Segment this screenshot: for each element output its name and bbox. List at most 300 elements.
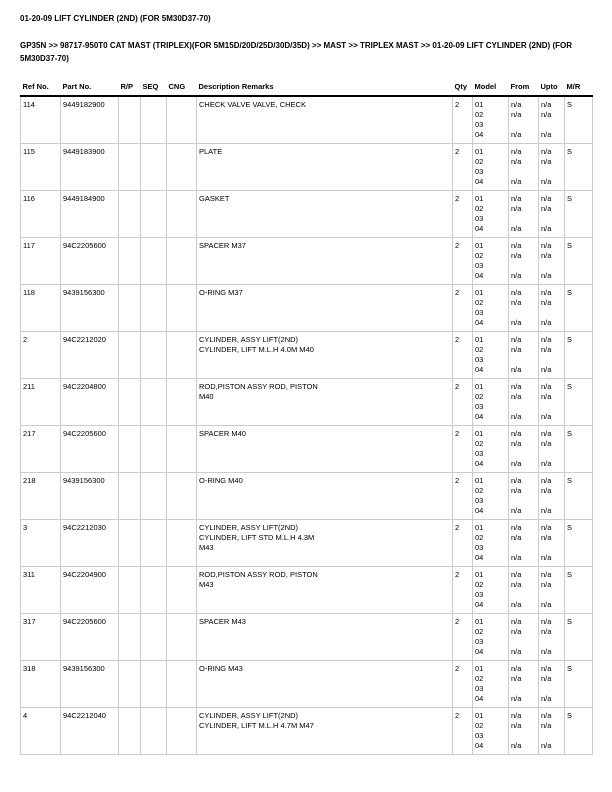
cell-upto-line: n/a xyxy=(541,392,552,401)
cell-description-line: CHECK VALVE VALVE, CHECK xyxy=(199,100,306,109)
cell-from-line xyxy=(511,590,536,600)
cell-cng xyxy=(167,285,197,332)
cell-upto-line xyxy=(541,496,562,506)
cell-upto-line: n/a xyxy=(541,157,552,166)
table-row xyxy=(21,708,593,755)
cell-rp xyxy=(119,238,141,285)
cell-cng xyxy=(167,96,197,144)
cell-part-no: 94C2212040 xyxy=(61,708,119,755)
cell-rp xyxy=(119,332,141,379)
cell-model-line: 04 xyxy=(475,318,484,327)
cell-model-line: 03 xyxy=(475,684,484,693)
cell-description xyxy=(197,708,453,755)
cell-model-line: 02 xyxy=(475,298,484,307)
cell-cng xyxy=(167,238,197,285)
cell-part-no: 9449183900 xyxy=(61,144,119,191)
cell-model xyxy=(473,144,509,191)
cell-from xyxy=(509,614,539,661)
cell-model-line: 04 xyxy=(475,506,484,515)
cell-model-line: 02 xyxy=(475,392,484,401)
cell-from-line: n/a xyxy=(511,100,522,109)
cell-from-line: n/a xyxy=(511,486,522,495)
cell-mr: S xyxy=(565,191,593,238)
cell-from-line: n/a xyxy=(511,241,522,250)
cell-from-line xyxy=(511,496,536,506)
cell-upto xyxy=(539,238,565,285)
cell-from-line: n/a xyxy=(511,476,522,485)
cell-rp xyxy=(119,285,141,332)
cell-from-line: n/a xyxy=(511,741,522,750)
cell-model-line: 01 xyxy=(475,476,484,485)
cell-from-line: n/a xyxy=(511,627,522,636)
cell-upto-line xyxy=(541,402,562,412)
cell-upto xyxy=(539,614,565,661)
cell-model-line: 03 xyxy=(475,355,484,364)
cell-from xyxy=(509,285,539,332)
cell-seq xyxy=(141,96,167,144)
cell-model-line: 03 xyxy=(475,120,484,129)
cell-description-line: ROD,PISTON ASSY ROD, PISTON xyxy=(199,382,318,391)
cell-mr: S xyxy=(565,238,593,285)
cell-from xyxy=(509,520,539,567)
cell-mr: S xyxy=(565,614,593,661)
table-row xyxy=(21,614,593,661)
cell-upto xyxy=(539,144,565,191)
cell-description-line: CYLINDER, LIFT M.L.H 4.0M M40 xyxy=(199,345,314,354)
cell-from-line xyxy=(511,308,536,318)
cell-upto-line: n/a xyxy=(541,533,552,542)
cell-upto-line: n/a xyxy=(541,318,552,327)
table-row xyxy=(21,285,593,332)
cell-from-line: n/a xyxy=(511,345,522,354)
cell-from xyxy=(509,567,539,614)
cell-seq xyxy=(141,332,167,379)
cell-ref-no: 2 xyxy=(21,332,61,379)
cell-upto-line: n/a xyxy=(541,130,552,139)
cell-description-line: CYLINDER, ASSY LIFT(2ND) xyxy=(199,711,299,720)
cell-seq xyxy=(141,520,167,567)
cell-model-line: 04 xyxy=(475,647,484,656)
cell-part-no: 9439156300 xyxy=(61,473,119,520)
cell-part-no: 94C2212030 xyxy=(61,520,119,567)
cell-upto-line: n/a xyxy=(541,345,552,354)
cell-rp xyxy=(119,191,141,238)
cell-upto-line: n/a xyxy=(541,627,552,636)
cell-upto-line: n/a xyxy=(541,486,552,495)
cell-upto xyxy=(539,96,565,144)
cell-description-line: O-RING M40 xyxy=(199,476,243,485)
cell-ref-no: 211 xyxy=(21,379,61,426)
cell-upto-line: n/a xyxy=(541,251,552,260)
cell-model-line: 03 xyxy=(475,496,484,505)
cell-upto xyxy=(539,285,565,332)
cell-description-line: GASKET xyxy=(199,194,230,203)
cell-description xyxy=(197,520,453,567)
cell-ref-no: 4 xyxy=(21,708,61,755)
cell-upto-line: n/a xyxy=(541,476,552,485)
cell-upto-line: n/a xyxy=(541,365,552,374)
cell-ref-no: 311 xyxy=(21,567,61,614)
cell-description-line: SPACER M37 xyxy=(199,241,246,250)
cell-from-line: n/a xyxy=(511,553,522,562)
cell-model-line: 01 xyxy=(475,147,484,156)
cell-from xyxy=(509,708,539,755)
cell-from xyxy=(509,473,539,520)
cell-upto-line: n/a xyxy=(541,298,552,307)
cell-model-line: 04 xyxy=(475,600,484,609)
cell-seq xyxy=(141,144,167,191)
cell-upto-line xyxy=(541,637,562,647)
cell-description-line: CYLINDER, LIFT M.L.H 4.7M M47 xyxy=(199,721,314,730)
cell-upto-line: n/a xyxy=(541,224,552,233)
cell-from-line xyxy=(511,731,536,741)
cell-model-line: 04 xyxy=(475,271,484,280)
cell-upto xyxy=(539,520,565,567)
cell-mr: S xyxy=(565,144,593,191)
cell-part-no: 94C2204800 xyxy=(61,379,119,426)
cell-model xyxy=(473,332,509,379)
cell-ref-no: 116 xyxy=(21,191,61,238)
cell-qty: 2 xyxy=(453,708,473,755)
table-row xyxy=(21,426,593,473)
table-row xyxy=(21,191,593,238)
cell-from-line: n/a xyxy=(511,224,522,233)
cell-model-line: 04 xyxy=(475,741,484,750)
column-header-model: Model xyxy=(473,79,509,96)
cell-model-line: 01 xyxy=(475,335,484,344)
cell-mr: S xyxy=(565,520,593,567)
cell-from-line: n/a xyxy=(511,647,522,656)
cell-from xyxy=(509,379,539,426)
cell-from-line: n/a xyxy=(511,439,522,448)
cell-cng xyxy=(167,473,197,520)
cell-model-line: 01 xyxy=(475,100,484,109)
cell-qty: 2 xyxy=(453,379,473,426)
cell-seq xyxy=(141,191,167,238)
cell-description-line: CYLINDER, ASSY LIFT(2ND) xyxy=(199,523,299,532)
cell-model-line: 03 xyxy=(475,543,484,552)
cell-from-line: n/a xyxy=(511,694,522,703)
cell-model xyxy=(473,379,509,426)
table-row xyxy=(21,520,593,567)
cell-cng xyxy=(167,379,197,426)
cell-seq xyxy=(141,614,167,661)
cell-qty: 2 xyxy=(453,520,473,567)
cell-qty: 2 xyxy=(453,426,473,473)
cell-description-line: M40 xyxy=(199,392,214,401)
cell-description-line: M43 xyxy=(199,543,214,552)
cell-rp xyxy=(119,379,141,426)
cell-description-line: CYLINDER, ASSY LIFT(2ND) xyxy=(199,335,299,344)
cell-from-line: n/a xyxy=(511,365,522,374)
cell-qty: 2 xyxy=(453,191,473,238)
cell-qty: 2 xyxy=(453,238,473,285)
cell-upto-line xyxy=(541,167,562,177)
cell-model-line: 03 xyxy=(475,402,484,411)
cell-model-line: 02 xyxy=(475,533,484,542)
cell-model-line: 02 xyxy=(475,110,484,119)
cell-seq xyxy=(141,473,167,520)
cell-upto-line: n/a xyxy=(541,241,552,250)
cell-ref-no: 317 xyxy=(21,614,61,661)
cell-upto-line: n/a xyxy=(541,647,552,656)
cell-from-line: n/a xyxy=(511,382,522,391)
cell-model-line: 02 xyxy=(475,204,484,213)
cell-from-line: n/a xyxy=(511,533,522,542)
cell-model-line: 03 xyxy=(475,261,484,270)
cell-rp xyxy=(119,520,141,567)
table-header-row xyxy=(21,79,593,96)
cell-from-line xyxy=(511,543,536,553)
cell-upto-line: n/a xyxy=(541,459,552,468)
cell-upto-line xyxy=(541,590,562,600)
cell-upto-line xyxy=(541,308,562,318)
cell-upto-line: n/a xyxy=(541,429,552,438)
cell-from-line: n/a xyxy=(511,412,522,421)
cell-model xyxy=(473,614,509,661)
cell-rp xyxy=(119,426,141,473)
cell-from xyxy=(509,661,539,708)
cell-from-line: n/a xyxy=(511,392,522,401)
cell-from-line: n/a xyxy=(511,177,522,186)
table-row xyxy=(21,332,593,379)
cell-model-line: 02 xyxy=(475,627,484,636)
cell-model-line: 03 xyxy=(475,590,484,599)
cell-rp xyxy=(119,708,141,755)
cell-upto-line: n/a xyxy=(541,439,552,448)
cell-qty: 2 xyxy=(453,96,473,144)
cell-model-line: 01 xyxy=(475,711,484,720)
cell-from-line xyxy=(511,355,536,365)
cell-cng xyxy=(167,426,197,473)
cell-description xyxy=(197,614,453,661)
cell-description-line: PLATE xyxy=(199,147,223,156)
cell-ref-no: 117 xyxy=(21,238,61,285)
cell-upto-line xyxy=(541,684,562,694)
cell-upto-line: n/a xyxy=(541,506,552,515)
cell-upto-line: n/a xyxy=(541,288,552,297)
cell-ref-no: 3 xyxy=(21,520,61,567)
cell-seq xyxy=(141,238,167,285)
cell-from-line: n/a xyxy=(511,271,522,280)
cell-from xyxy=(509,332,539,379)
cell-rp xyxy=(119,661,141,708)
cell-qty: 2 xyxy=(453,661,473,708)
cell-upto-line: n/a xyxy=(541,553,552,562)
column-header-upto: Upto xyxy=(539,79,565,96)
cell-upto-line: n/a xyxy=(541,721,552,730)
cell-from-line: n/a xyxy=(511,157,522,166)
cell-model-line: 04 xyxy=(475,412,484,421)
cell-rp xyxy=(119,567,141,614)
cell-description xyxy=(197,96,453,144)
cell-from-line: n/a xyxy=(511,664,522,673)
table-row xyxy=(21,96,593,144)
page-title: 01-20-09 LIFT CYLINDER (2ND) (FOR 5M30D37-70) xyxy=(20,14,211,23)
cell-model-line: 04 xyxy=(475,130,484,139)
cell-from-line: n/a xyxy=(511,110,522,119)
cell-model-line: 01 xyxy=(475,429,484,438)
cell-cng xyxy=(167,661,197,708)
table-row xyxy=(21,379,593,426)
cell-model-line: 01 xyxy=(475,523,484,532)
cell-description xyxy=(197,379,453,426)
cell-ref-no: 114 xyxy=(21,96,61,144)
cell-rp xyxy=(119,473,141,520)
cell-model-line: 02 xyxy=(475,439,484,448)
cell-from-line xyxy=(511,637,536,647)
cell-upto-line: n/a xyxy=(541,110,552,119)
column-header-from: From xyxy=(509,79,539,96)
cell-model-line: 01 xyxy=(475,617,484,626)
cell-upto-line: n/a xyxy=(541,674,552,683)
cell-cng xyxy=(167,567,197,614)
cell-model xyxy=(473,238,509,285)
cell-qty: 2 xyxy=(453,285,473,332)
cell-upto xyxy=(539,379,565,426)
cell-model-line: 02 xyxy=(475,345,484,354)
cell-cng xyxy=(167,614,197,661)
cell-upto-line: n/a xyxy=(541,194,552,203)
cell-cng xyxy=(167,332,197,379)
cell-seq xyxy=(141,661,167,708)
cell-description-line: SPACER M43 xyxy=(199,617,246,626)
cell-model-line: 02 xyxy=(475,721,484,730)
cell-seq xyxy=(141,379,167,426)
cell-model-line: 04 xyxy=(475,553,484,562)
cell-part-no: 94C2205600 xyxy=(61,614,119,661)
cell-upto xyxy=(539,708,565,755)
cell-mr: S xyxy=(565,708,593,755)
parts-table xyxy=(20,79,593,755)
cell-description-line: ROD,PISTON ASSY ROD, PISTON xyxy=(199,570,318,579)
cell-upto xyxy=(539,661,565,708)
cell-cng xyxy=(167,708,197,755)
column-header-ref-no: Ref No. xyxy=(21,79,61,96)
cell-from xyxy=(509,191,539,238)
cell-model-line: 01 xyxy=(475,570,484,579)
cell-model xyxy=(473,96,509,144)
cell-mr: S xyxy=(565,285,593,332)
cell-from-line: n/a xyxy=(511,130,522,139)
column-header-description: Description Remarks xyxy=(197,79,453,96)
cell-model xyxy=(473,473,509,520)
cell-model-line: 03 xyxy=(475,731,484,740)
cell-part-no: 9439156300 xyxy=(61,661,119,708)
cell-from-line: n/a xyxy=(511,288,522,297)
cell-upto-line: n/a xyxy=(541,580,552,589)
cell-from xyxy=(509,96,539,144)
cell-model-line: 03 xyxy=(475,167,484,176)
cell-mr: S xyxy=(565,473,593,520)
cell-qty: 2 xyxy=(453,144,473,191)
cell-ref-no: 217 xyxy=(21,426,61,473)
cell-from-line: n/a xyxy=(511,617,522,626)
cell-description xyxy=(197,426,453,473)
cell-mr: S xyxy=(565,96,593,144)
cell-seq xyxy=(141,285,167,332)
cell-upto xyxy=(539,567,565,614)
cell-upto-line xyxy=(541,449,562,459)
cell-model-line: 04 xyxy=(475,365,484,374)
cell-model-line: 03 xyxy=(475,449,484,458)
cell-mr: S xyxy=(565,661,593,708)
cell-part-no: 9439156300 xyxy=(61,285,119,332)
cell-mr: S xyxy=(565,332,593,379)
cell-from-line: n/a xyxy=(511,204,522,213)
cell-upto-line: n/a xyxy=(541,412,552,421)
cell-mr: S xyxy=(565,426,593,473)
cell-mr: S xyxy=(565,379,593,426)
cell-model xyxy=(473,285,509,332)
cell-upto xyxy=(539,473,565,520)
cell-model-line: 03 xyxy=(475,214,484,223)
cell-from-line: n/a xyxy=(511,251,522,260)
cell-model-line: 01 xyxy=(475,382,484,391)
cell-upto-line xyxy=(541,731,562,741)
cell-model-line: 01 xyxy=(475,194,484,203)
cell-from-line xyxy=(511,261,536,271)
cell-model-line: 01 xyxy=(475,288,484,297)
cell-description xyxy=(197,238,453,285)
cell-model xyxy=(473,426,509,473)
cell-model-line: 04 xyxy=(475,694,484,703)
cell-qty: 2 xyxy=(453,473,473,520)
cell-part-no: 94C2212020 xyxy=(61,332,119,379)
cell-part-no: 9449184900 xyxy=(61,191,119,238)
cell-description-line: SPACER M40 xyxy=(199,429,246,438)
cell-ref-no: 118 xyxy=(21,285,61,332)
cell-part-no: 94C2205600 xyxy=(61,426,119,473)
table-row xyxy=(21,144,593,191)
cell-from-line xyxy=(511,684,536,694)
cell-mr: S xyxy=(565,567,593,614)
cell-upto-line: n/a xyxy=(541,177,552,186)
column-header-mr: M/R xyxy=(565,79,593,96)
cell-ref-no: 115 xyxy=(21,144,61,191)
cell-upto-line: n/a xyxy=(541,100,552,109)
table-body xyxy=(21,96,593,755)
cell-rp xyxy=(119,144,141,191)
cell-part-no: 9449182900 xyxy=(61,96,119,144)
cell-qty: 2 xyxy=(453,332,473,379)
table-row xyxy=(21,473,593,520)
cell-upto-line: n/a xyxy=(541,570,552,579)
cell-model xyxy=(473,661,509,708)
cell-model-line: 04 xyxy=(475,177,484,186)
cell-upto-line: n/a xyxy=(541,664,552,673)
cell-upto-line: n/a xyxy=(541,711,552,720)
cell-model-line: 02 xyxy=(475,674,484,683)
cell-model-line: 02 xyxy=(475,157,484,166)
cell-upto xyxy=(539,332,565,379)
cell-seq xyxy=(141,426,167,473)
cell-description xyxy=(197,191,453,238)
cell-model xyxy=(473,708,509,755)
cell-from-line: n/a xyxy=(511,147,522,156)
cell-description xyxy=(197,285,453,332)
cell-from-line xyxy=(511,120,536,130)
cell-from-line: n/a xyxy=(511,335,522,344)
column-header-qty: Qty xyxy=(453,79,473,96)
cell-description xyxy=(197,661,453,708)
cell-ref-no: 318 xyxy=(21,661,61,708)
cell-from xyxy=(509,426,539,473)
cell-upto-line: n/a xyxy=(541,382,552,391)
cell-model-line: 02 xyxy=(475,580,484,589)
table-row xyxy=(21,238,593,285)
cell-seq xyxy=(141,567,167,614)
